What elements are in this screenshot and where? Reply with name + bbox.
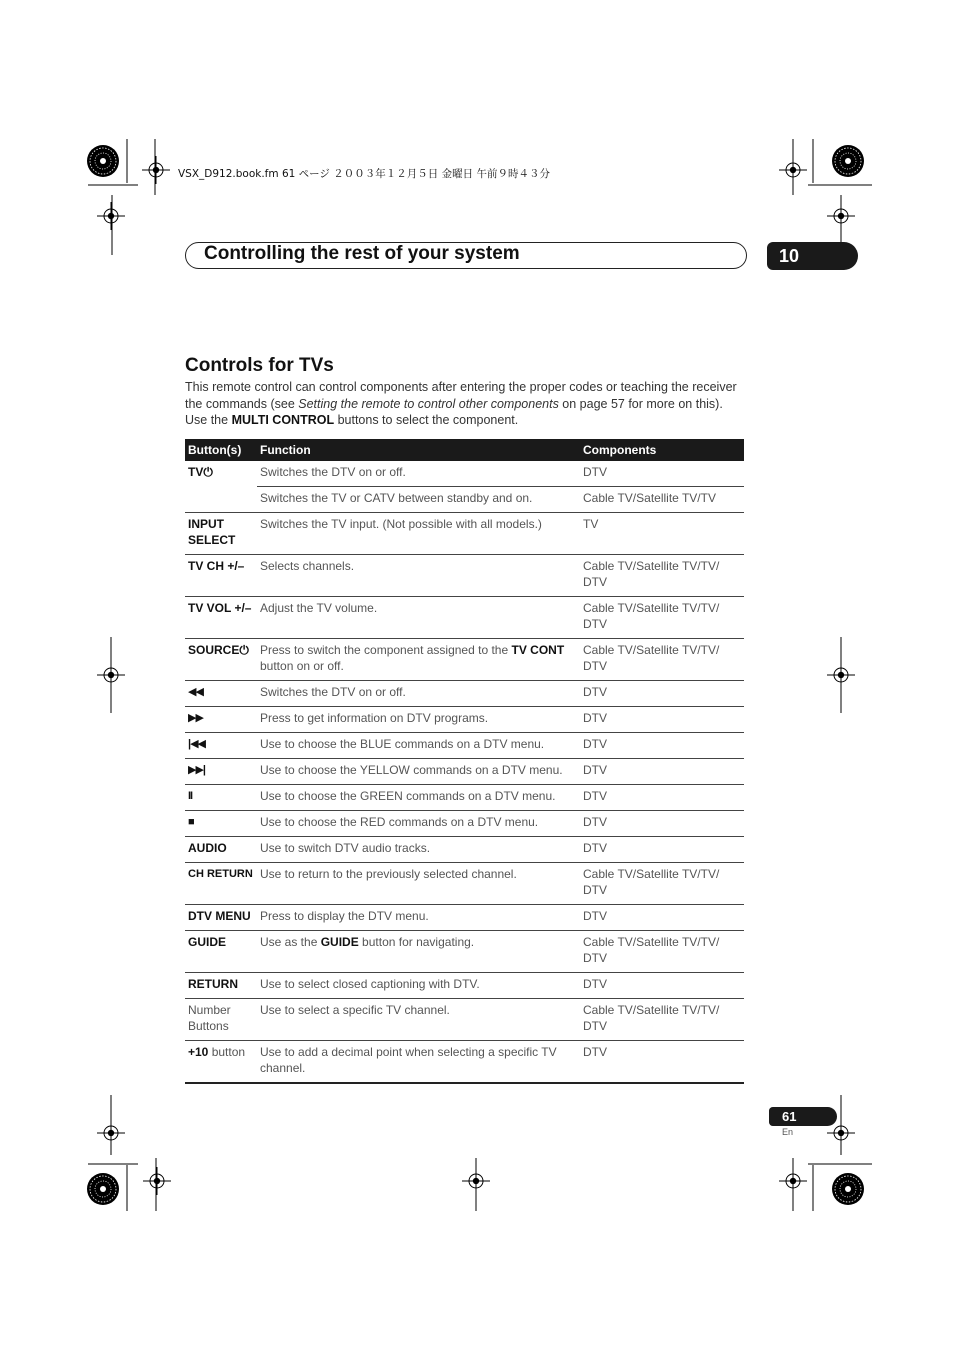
table-row [185,837,744,863]
function-text: Press to switch the component assigned to the [260,643,512,657]
function-cell: Use to return to the previously selected channel. [257,863,580,905]
function-text: Use as the [260,935,321,949]
components-cell: DTV [580,785,744,811]
function-cell [257,931,580,973]
button-cell: TV VOL +/– [185,597,257,639]
skip-back-icon: |◀◀ [185,733,257,759]
function-cell: Use to switch DTV audio tracks. [257,837,580,863]
components-cell: Cable TV/Satellite TV/TV/ DTV [580,863,744,905]
components-cell: Cable TV/Satellite TV/TV/ DTV [580,639,744,681]
button-cell: Number Buttons [185,999,257,1041]
button-cell: SOURCE⏻ [185,639,257,681]
stop-icon: ■ [185,811,257,837]
components-cell: Cable TV/Satellite TV/TV/ DTV [580,999,744,1041]
language-label: En [782,1127,794,1137]
function-text: button for navigating. [358,935,475,949]
table-row [185,487,744,513]
function-bold-term: GUIDE [320,935,359,949]
chapter-title: Controlling the rest of your system [204,243,520,264]
components-cell: DTV [580,681,744,707]
function-cell: Switches the DTV on or off. [257,461,580,487]
starburst-mark-top-left [87,145,119,177]
button-cell: TV⏻ [188,465,213,479]
header-components: Components [580,439,744,461]
table-row [185,973,744,999]
function-cell: Switches the TV or CATV between standby and on. [257,487,580,513]
intro-paragraph [185,379,747,429]
function-bold-term: TV CONT [511,643,565,657]
components-cell: DTV [580,1041,744,1084]
function-cell: Adjust the TV volume. [257,597,580,639]
components-cell: DTV [580,707,744,733]
button-cell: GUIDE [185,931,257,973]
function-cell: Switches the DTV on or off. [257,681,580,707]
intro-crossref: Setting the remote to control other components [298,396,559,411]
function-cell: Use to select a specific TV channel. [257,999,580,1041]
button-cell: RETURN [185,973,257,999]
button-cell [185,487,257,513]
intro-text: on page 57 for more on this). Use the [185,396,723,427]
components-cell: DTV [580,905,744,931]
table-row [185,811,744,837]
intro-text: buttons to select the component. [334,413,519,427]
table-row [185,707,744,733]
table-row [185,863,744,905]
function-text: button on or off. [260,659,344,673]
table-row [185,759,744,785]
components-cell: DTV [580,461,744,487]
table-row [185,597,744,639]
button-cell [185,1041,257,1084]
table-row [185,999,744,1041]
table-header-row [185,439,744,461]
tv-controls-table [185,439,744,1084]
components-cell: DTV [580,811,744,837]
table-row [185,1041,744,1084]
table-row [185,681,744,707]
table-row [185,931,744,973]
chapter-number: 10 [767,242,858,270]
intro-text: This remote control can control components after entering the proper codes or teaching the receiver the commands (see [185,380,737,411]
function-cell: Use to add a decimal point when selecting a specific TV channel. [257,1041,580,1084]
components-cell: TV [580,513,744,555]
function-cell: Press to display the DTV menu. [257,905,580,931]
fast-forward-icon: ▶▶ [185,707,257,733]
function-cell: Use to choose the GREEN commands on a DTV menu. [257,785,580,811]
function-cell: Switches the TV input. (Not possible with all models.) [257,513,580,555]
function-cell: Use to choose the BLUE commands on a DTV menu. [257,733,580,759]
components-cell: Cable TV/Satellite TV/TV/ DTV [580,597,744,639]
button-cell: CH RETURN [185,863,257,905]
components-cell: Cable TV/Satellite TV/TV/ DTV [580,931,744,973]
rewind-icon: ◀◀ [185,681,257,707]
table-row [185,461,744,487]
components-cell: DTV [580,733,744,759]
function-cell: Use to choose the RED commands on a DTV menu. [257,811,580,837]
components-cell: DTV [580,973,744,999]
header-buttons: Button(s) [185,439,257,461]
section-title: Controls for TVs [185,355,334,376]
function-cell: Press to get information on DTV programs. [257,707,580,733]
button-cell: DTV MENU [185,905,257,931]
header-function: Function [257,439,580,461]
button-cell: TV CH +/– [185,555,257,597]
button-cell: INPUT SELECT [185,513,257,555]
button-cell: AUDIO [185,837,257,863]
button-label: button [208,1045,246,1059]
table-row [185,513,744,555]
skip-forward-icon: ▶▶| [185,759,257,785]
page-number: 61 [769,1107,837,1126]
function-cell: Selects channels. [257,555,580,597]
components-cell: DTV [580,759,744,785]
table-row [185,555,744,597]
table-row [185,733,744,759]
components-cell: Cable TV/Satellite TV/TV [580,487,744,513]
function-cell: Use to select closed captioning with DTV. [257,973,580,999]
intro-bold-term: MULTI CONTROL [231,413,335,427]
print-header-line: VSX_D912.book.fm 61 ページ ２００３年１２月５日 金曜日 午前９時４３分 [178,168,550,180]
table-row [185,905,744,931]
table-row [185,785,744,811]
button-bold-label: +10 [188,1045,209,1059]
function-cell [257,639,580,681]
components-cell: DTV [580,837,744,863]
table-row [185,639,744,681]
function-cell: Use to choose the YELLOW commands on a DTV menu. [257,759,580,785]
components-cell: Cable TV/Satellite TV/TV/ DTV [580,555,744,597]
pause-icon: II [185,785,257,811]
